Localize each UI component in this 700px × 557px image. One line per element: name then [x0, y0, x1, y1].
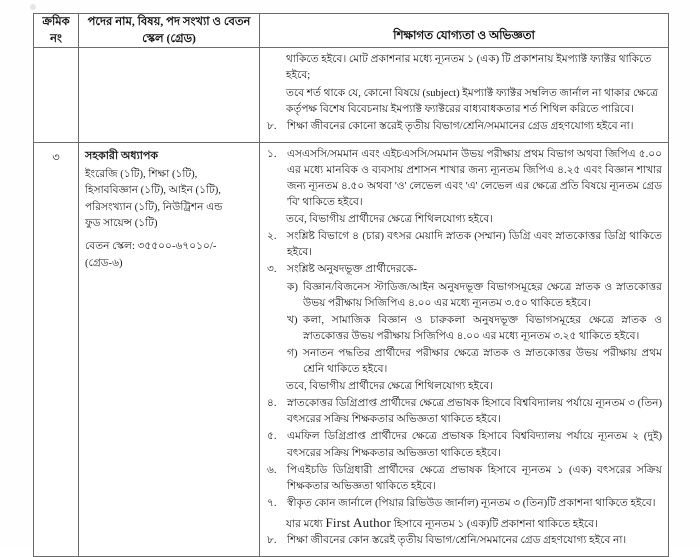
- column-header-qualification: শিক্ষাগত যোগ্যতা ও অভিজ্ঞতা: [260, 14, 669, 48]
- page-artifact-dot: [30, 4, 36, 10]
- subitem-text: বিজ্ঞান/বিজনেস স্টাডিজ/আইন অনুষদভূক্ত বিভাগসমূহের ক্ষেত্রে স্নাতক ও স্নাতকোত্তর উভয় পরীক্ষায় সিজিপিএ ৪.০০ এর মধ্যে ন্যূনতম ৩.৫০ থাকিতে হইবে।: [303, 281, 662, 309]
- item-text: শিক্ষা জীবনের কোন স্তরেই তৃতীয় বিভাগ/শ্রেনি/সমমানের গ্রেড গ্রহণযোগ্য হইবে না।: [287, 534, 627, 546]
- first-author-suffix: হিসাবে ন্যূনতম ১ (এক)টি প্রকাশনা থাকিতে হইবে।: [391, 518, 598, 530]
- qualification-item: [266, 496, 662, 512]
- qualification-first-author-line: [266, 513, 662, 533]
- item-text: স্নাতকোত্তর ডিগ্রিপ্রাপ্ত প্রার্থীদের ক্ষেত্রে প্রভাষক হিসাবে বিশ্ববিদ্যালয় পর্যায়ে ন্যূনতম ৩ (তিন) বৎসরের সক্রিয় শিক্ষকতার অভিজ্ঞতা থাকিতে হইবে।: [287, 398, 662, 426]
- subitem-marker: খ): [287, 314, 298, 326]
- serial-number: ৩: [52, 151, 60, 164]
- post-grade: (গ্রেড-৬): [85, 257, 123, 269]
- cell-qualification: [260, 48, 669, 142]
- item-marker: ৮.: [267, 120, 277, 132]
- qualification-continuation-line: থাকিতে হইবে। মোট প্রকাশনার মধ্যে ন্যূনতম ১ (এক) টি প্রকাশনায় ইমপ্যাক্ট ফ্যাক্টর থাকিতে হইবে;: [286, 54, 652, 82]
- qualification-item: [266, 147, 662, 211]
- post-subject-line: ইংরেজি (১টি), শিক্ষা (১টি),: [85, 168, 198, 180]
- item-marker: ৬.: [267, 464, 277, 476]
- subitem-marker: ক): [287, 281, 298, 293]
- item-marker: ৫.: [267, 431, 277, 443]
- item-marker: ৪.: [267, 398, 277, 410]
- qualification-table: [33, 13, 669, 557]
- post-subject-line: ফুড সায়েন্স (১টি): [85, 218, 158, 230]
- qualification-item: [266, 119, 662, 135]
- qualification-note: তবে, বিভাগীয় প্রার্থীদের ক্ষেত্রে শিথিলযোগ্য হইবে।: [286, 381, 494, 393]
- qualification-item: [266, 396, 662, 428]
- column-header-serial: ক্রমিক নং: [34, 14, 79, 48]
- subitem-text: কলা, সামাজিক বিজ্ঞান ও চারুকলা অনুষদভূক্ত বিভাগসমূহের ক্ষেত্রে স্নাতক ও স্নাতকোত্তর উভয় পরীক্ষায় সিজিপিএ ৪.০০ এর মধ্যে ন্যূনতম ৩.২৫ থাকিতে হইবে।: [303, 314, 662, 342]
- qualification-note: তবে, বিভাগীয় প্রার্থীদের ক্ষেত্রে শিথিলযোগ্য হইবে।: [286, 214, 494, 226]
- subitem-marker: গ): [287, 347, 298, 359]
- qualification-item: [266, 463, 662, 495]
- cell-serial: [34, 48, 79, 142]
- qualification-item: [266, 429, 662, 461]
- table-row: [34, 48, 669, 142]
- item-text: সংশ্লিষ্ট অনুষদভূক্ত প্রার্থীদেরকে-: [287, 264, 417, 276]
- item-marker: ৮.: [267, 534, 277, 546]
- item-text: এসএসসি/সমমান এবং এইচএসসি/সমমান উভয় পরীক্ষায় প্রথম বিভাগ অথবা জিপিএ ৫.০০ এর মধ্যে মানবিক ও ব্যবসায় প্রশাসন শাখার জন্য ন্যূনতম জিপিএ ৪.২৫ এবং বিজ্ঞান শাখার জন্য ন্যূনতম ৪.৫০ অথবা 'ও' লেভেল এবং 'এ' লেভেল এর ক্ষেত্রে প্রতি বিষয়ে ন্যূনতম গ্রেড 'বি' থাকিতে হইবে।: [287, 148, 662, 209]
- cell-qualification: [260, 142, 669, 556]
- serial-number: [34, 48, 78, 54]
- qualification-item: [266, 262, 662, 278]
- subitem-text: সনাতন পদ্ধতির প্রার্থীদের পরীক্ষার ক্ষেত্রে স্নাতক ও স্নাতকোত্তর উভয় পরীক্ষায় প্রথম শ্রেনি থাকিতে হইবে।: [303, 347, 662, 376]
- item-text: পিএইচডি ডিগ্রিধারী প্রার্থীদের ক্ষেত্রে প্রভাষক হিসাবে ন্যূনতম ১ (এক) বৎসরের সক্রিয় শিক্ষকতার অভিজ্ঞতা থাকিতে হইবে।: [287, 464, 662, 492]
- post-subject-line: হিসাববিজ্ঞান (১টি), আইন (১টি),: [85, 185, 221, 197]
- qualification-list: [260, 143, 668, 556]
- item-marker: ৭.: [267, 497, 277, 509]
- post-details: [79, 48, 259, 58]
- qualification-subitem: [266, 280, 662, 312]
- item-marker: ৩.: [267, 264, 277, 276]
- cell-serial: [34, 142, 79, 556]
- cell-post: [79, 142, 260, 556]
- first-author-prefix: যার মধ্যে: [286, 518, 326, 530]
- qualification-subitem: [266, 346, 662, 378]
- item-text: স্বীকৃত কোন জার্নালে (পিয়ার রিভিউড জার্নাল) ন্যূনতম ৩ (তিন)টি প্রকাশনা থাকিতে হইবে।: [287, 497, 656, 509]
- post-details: [79, 143, 259, 278]
- qualification-item: [266, 533, 662, 549]
- table-row: [34, 142, 669, 556]
- cell-post: [79, 48, 260, 142]
- qualification-subitem: [266, 313, 662, 345]
- item-text: এমফিল ডিগ্রিপ্রাপ্ত প্রার্থীদের ক্ষেত্রে প্রভাষক হিসাবে বিশ্ববিদ্যালয় পর্যায়ে ন্যূনতম ২ (দুই) বৎসরের সক্রিয় শিক্ষকতার অভিজ্ঞতা থাকিতে হইবে।: [287, 431, 662, 459]
- column-header-post: পদের নাম, বিষয়, পদ সংখ্যা ও বেতন স্কেল (গ্রেড): [79, 14, 260, 48]
- table-header-row: [34, 14, 669, 48]
- item-text: শিক্ষা জীবনের কোনো স্তরেই তৃতীয় বিভাগ/শ্রেনি/সমমানের গ্রেড গ্রহণযোগ্য হইবে না।: [287, 120, 634, 132]
- item-text: সংশ্লিষ্ট বিভাগে ৪ (চার) বৎসর মেয়াদি স্নাতক (সম্মান) ডিগ্রি এবং স্নাতকোত্তর ডিগ্রি থাকিতে হইবে।: [287, 231, 662, 259]
- item-marker: ১.: [267, 148, 277, 160]
- qualification-item: [266, 229, 662, 261]
- qualification-proviso-line: তবে শর্ত থাকে যে, কোনো বিষয়ে (subject) ইমপ্যাক্ট ফ্যাক্টর সম্বলিত জার্নাল না থাকার ক্ষেত্রে কর্তৃপক্ষ বিশেষ বিবেচনায় ইমপ্যাক্ট ফ্যাক্টরের বাধ্যবাধকতার শর্ত শিথিল করিতে পারিবে।: [286, 87, 658, 115]
- qualification-list: [260, 48, 668, 141]
- item-marker: ২.: [267, 231, 277, 243]
- post-salary-scale: বেতন স্কেল: ৩৫৫০০-৬৭০১০/-: [85, 241, 217, 253]
- first-author-term: First Author: [325, 514, 392, 530]
- post-subject-line: পরিসংখ্যান (১টি), নিউট্রিশন এন্ড: [85, 201, 223, 213]
- post-title: সহকারী অধ্যাপক: [85, 149, 159, 162]
